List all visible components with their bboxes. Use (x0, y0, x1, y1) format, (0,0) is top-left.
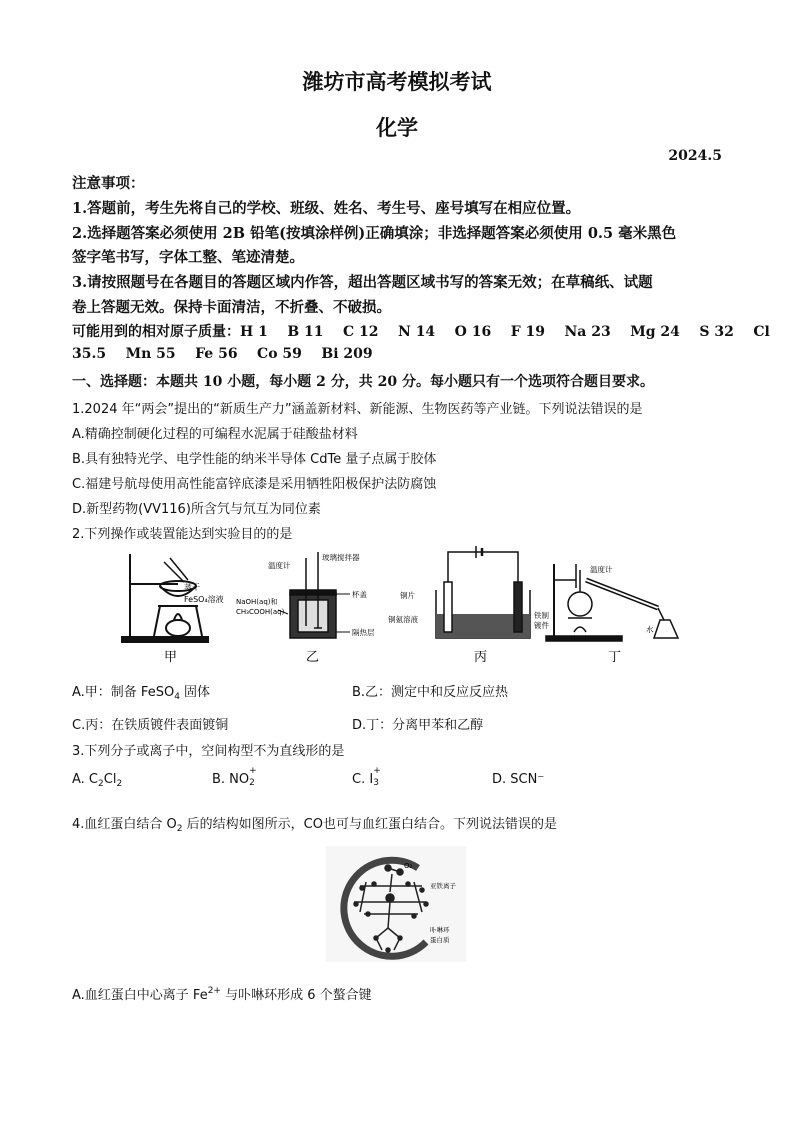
notice-item-2-line-1: 2.选择题答案必须使用 2B 铅笔(按填涂样例)正确填涂；非选择题答案必须使用 0.5 毫米黑色 (72, 225, 677, 242)
figure-yi-text-6: 隔热层 (352, 628, 375, 637)
notice-item-3-line-1: 3.请按照题号在各题目的答题区域内作答，超出答题区域书写的答案无效；在草稿纸、试题 (72, 274, 653, 291)
figure-yi-text-4: CH₃COOH(aq) (236, 608, 285, 616)
hemoglobin-text-porphyrin: 卟啉环 (430, 926, 450, 934)
subject-title: 化学 (376, 115, 418, 140)
figure-jia-text-1: 蒸干 (184, 583, 200, 592)
figure-bing-electroplating (436, 546, 530, 638)
figure-bing-text-3: 铁制 (534, 611, 549, 620)
notice-item-2-line-2: 签字笔书写，字体工整、笔迹清楚。 (72, 249, 304, 266)
q3-option-b: B. NO + 2 (212, 766, 257, 788)
hemoglobin-text-o2: O₂ (404, 862, 413, 870)
q2-option-c: C.丙：在铁质镀件表面镀铜 (72, 718, 229, 733)
q3-option-a: A. $C_2Cl_2$ (72, 772, 123, 789)
q1-option-c: C.福建号航母使用高性能富锌底漆是采用牺牲阳极保护法防腐蚀 (72, 477, 437, 492)
figure-jia-text-2: FeSO₄溶液 (184, 595, 224, 604)
hemoglobin-text-protein: 蛋白质 (430, 936, 450, 944)
notice-item-3-line-2: 卷上答题无效。保持卡面清洁，不折叠、不破损。 (72, 299, 391, 316)
figure-ding-text-1: 温度计 (590, 565, 613, 574)
q3-option-c: C. I + 3 (352, 766, 381, 788)
q2-option-d: D.丁：分离甲苯和乙醇 (352, 718, 484, 733)
notice-heading: 注意事项： (72, 175, 145, 192)
figure-yi-text-2: 玻璃搅拌器 (322, 553, 360, 562)
figure-ding-distillation (546, 564, 678, 641)
figure-yi-text-5: 杯盖 (352, 590, 367, 599)
q2-stem: 2.下列操作或装置能达到实验目的的是 (72, 527, 293, 542)
q2-option-b: B.乙：测定中和反应反应热 (352, 685, 509, 700)
figure-label-ding: 丁 (608, 650, 622, 665)
figure-label-yi: 乙 (306, 650, 320, 665)
q1-option-b: B.具有独特光学、电学性能的纳米半导体 CdTe 量子点属于胶体 (72, 452, 437, 467)
figure-yi-text-3: NaOH(aq)和 (236, 598, 278, 606)
figure-label-jia: 甲 (164, 650, 178, 665)
atomic-mass-line-2: 35.5 Mn 55 Fe 56 Co 59 Bi 209 (72, 346, 373, 362)
section-1-heading: 一、选择题：本题共 10 小题，每小题 2 分，共 20 分。每小题只有一个选项符合题目要求。 (72, 374, 654, 390)
figure-ding-text-2: 水 (646, 625, 654, 634)
q2-option-a: A.甲：制备 FeSO$_4$ 固体 (72, 685, 211, 702)
q3-stem: 3.下列分子或离子中，空间构型不为直线形的是 (72, 744, 345, 759)
q4-option-a: A.血红蛋白中心离子 $Fe^{2+}$ 与卟啉环形成 6 个螯合键 (72, 986, 372, 1003)
notice-item-1: 1.答题前，考生先将自己的学校、班级、姓名、考生号、座号填写在相应位置。 (72, 200, 581, 217)
q2-apparatus-figure (118, 544, 698, 668)
q4-stem: 4.血红蛋白结合 $O_2$ 后的结构如图所示，CO也可与血红蛋白结合。下列说法错误的是 (72, 817, 557, 834)
q1-stem: 1.2024 年“两会”提出的“新质生产力”涵盖新材料、新能源、生物医药等产业链。下列说法错误的是 (72, 402, 643, 417)
q1-option-d: D.新型药物(VV116)所含氕与氘互为同位素 (72, 502, 321, 517)
q3-option-d: D. SCN⁻ (492, 772, 545, 787)
atomic-mass-line-1: 可能用到的相对原子质量：H 1 B 11 C 12 N 14 O 16 F 19 Na 23 Mg 24 S 32 Cl (72, 324, 770, 340)
hemoglobin-text-fe-ion: 亚铁离子 (430, 882, 456, 890)
figure-bing-text-1: 铜片 (400, 591, 415, 600)
figure-yi-text-1: 温度计 (268, 561, 291, 570)
hemoglobin-structure-figure (326, 846, 466, 962)
exam-date: 2024.5 (668, 148, 722, 164)
q1-option-a: A.精确控制硬化过程的可编程水泥属于硅酸盐材料 (72, 427, 358, 442)
figure-label-bing: 丙 (474, 650, 488, 665)
figure-bing-text-4: 镀件 (534, 621, 549, 630)
exam-title: 潍坊市高考模拟考试 (302, 69, 492, 94)
figure-bing-text-2: 铜氨溶液 (388, 615, 418, 624)
